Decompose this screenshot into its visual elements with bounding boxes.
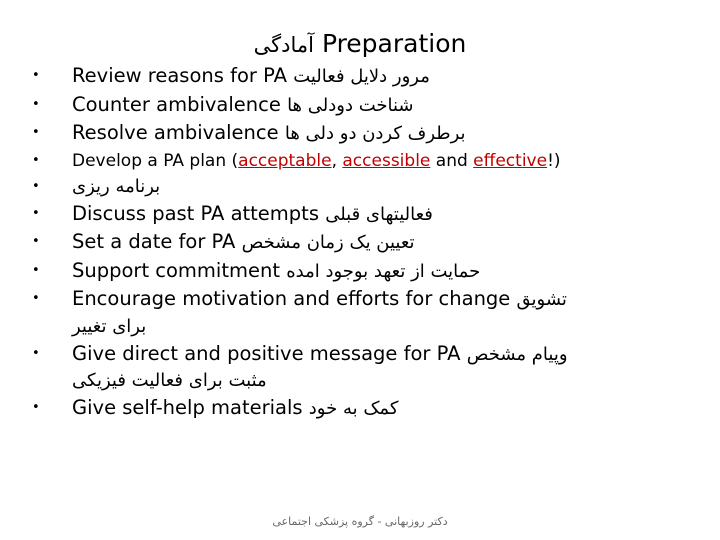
bullet-item (0, 340, 720, 395)
bullet-sep: , (331, 150, 343, 171)
bullet-item (0, 285, 720, 340)
bullet-text-fa: وپیام مشخص (466, 343, 568, 365)
bullet-item (0, 174, 720, 200)
bullet-text-en: Set a date for PA (72, 230, 236, 253)
bullet-text-en: Encourage motivation and efforts for change (72, 287, 511, 310)
bullet-text-fa: تشویق (516, 289, 567, 310)
bullet-text-fa: تعیین یک زمان مشخص (241, 232, 415, 253)
bullet-item (0, 228, 720, 257)
bullet-list (0, 62, 720, 423)
link-accessible[interactable]: accessible (342, 150, 431, 171)
bullet-dot-icon: • (32, 262, 40, 278)
bullet-dot-icon: • (32, 291, 40, 306)
bullet-text-fa: حمایت از تعهد بوجود امده (286, 260, 481, 282)
bullet-text-fa: مرور دلایل فعالیت (293, 66, 430, 87)
bullet-item (0, 148, 720, 174)
bullet-dot-icon: • (32, 68, 40, 83)
bullet-text-en: Support commitment (72, 258, 280, 282)
bullet-text-fa: کمک به خود (308, 398, 399, 419)
bullet-text-en: !) (547, 150, 561, 171)
bullet-text-en: Develop a PA plan ( (72, 150, 239, 171)
bullet-dot-icon: • (32, 152, 40, 168)
slide-title (0, 27, 720, 62)
bullet-text-fa: برطرف کردن دو دلی ها (284, 123, 466, 144)
title-fa: آمادگی (253, 33, 314, 57)
bullet-text-en: Review reasons for PA (72, 64, 287, 87)
bullet-item (0, 62, 720, 91)
bullet-text-en: Discuss past PA attempts (72, 201, 319, 225)
bullet-item (0, 257, 720, 286)
bullet-dot-icon: • (32, 178, 40, 194)
bullet-dot-icon: • (32, 345, 40, 361)
bullet-text-en: Resolve ambivalence (72, 121, 279, 144)
slide-footer: دکتر روزبهانی - گروه پزشکی اجتماعی (272, 515, 448, 528)
bullet-text-en: Give direct and positive message for PA (72, 341, 461, 365)
bullet-text-fa-cont: برای تغییر (72, 315, 147, 337)
bullet-text-fa: برنامه ریزی (72, 175, 161, 197)
link-effective[interactable]: effective (473, 150, 548, 171)
bullet-item (0, 91, 720, 120)
bullet-text-fa-cont: مثبت برای فعالیت فیزیکی (72, 370, 267, 391)
bullet-sep: and (430, 150, 474, 171)
bullet-dot-icon: • (32, 234, 40, 249)
bullet-dot-icon: • (32, 205, 40, 221)
title-en: Preparation (321, 29, 467, 58)
bullet-text-fa: فعالیتهای قبلی (325, 203, 433, 225)
bullet-dot-icon: • (32, 400, 40, 415)
link-acceptable[interactable]: acceptable (238, 150, 332, 171)
bullet-item (0, 119, 720, 148)
bullet-dot-icon: • (32, 96, 40, 112)
bullet-text-en: Give self-help materials (72, 396, 303, 419)
bullet-item (0, 394, 720, 423)
bullet-item (0, 200, 720, 229)
bullet-text-en: Counter ambivalence (72, 92, 281, 116)
bullet-text-fa: شناخت دودلی ها (287, 94, 414, 116)
bullet-dot-icon: • (32, 125, 40, 140)
